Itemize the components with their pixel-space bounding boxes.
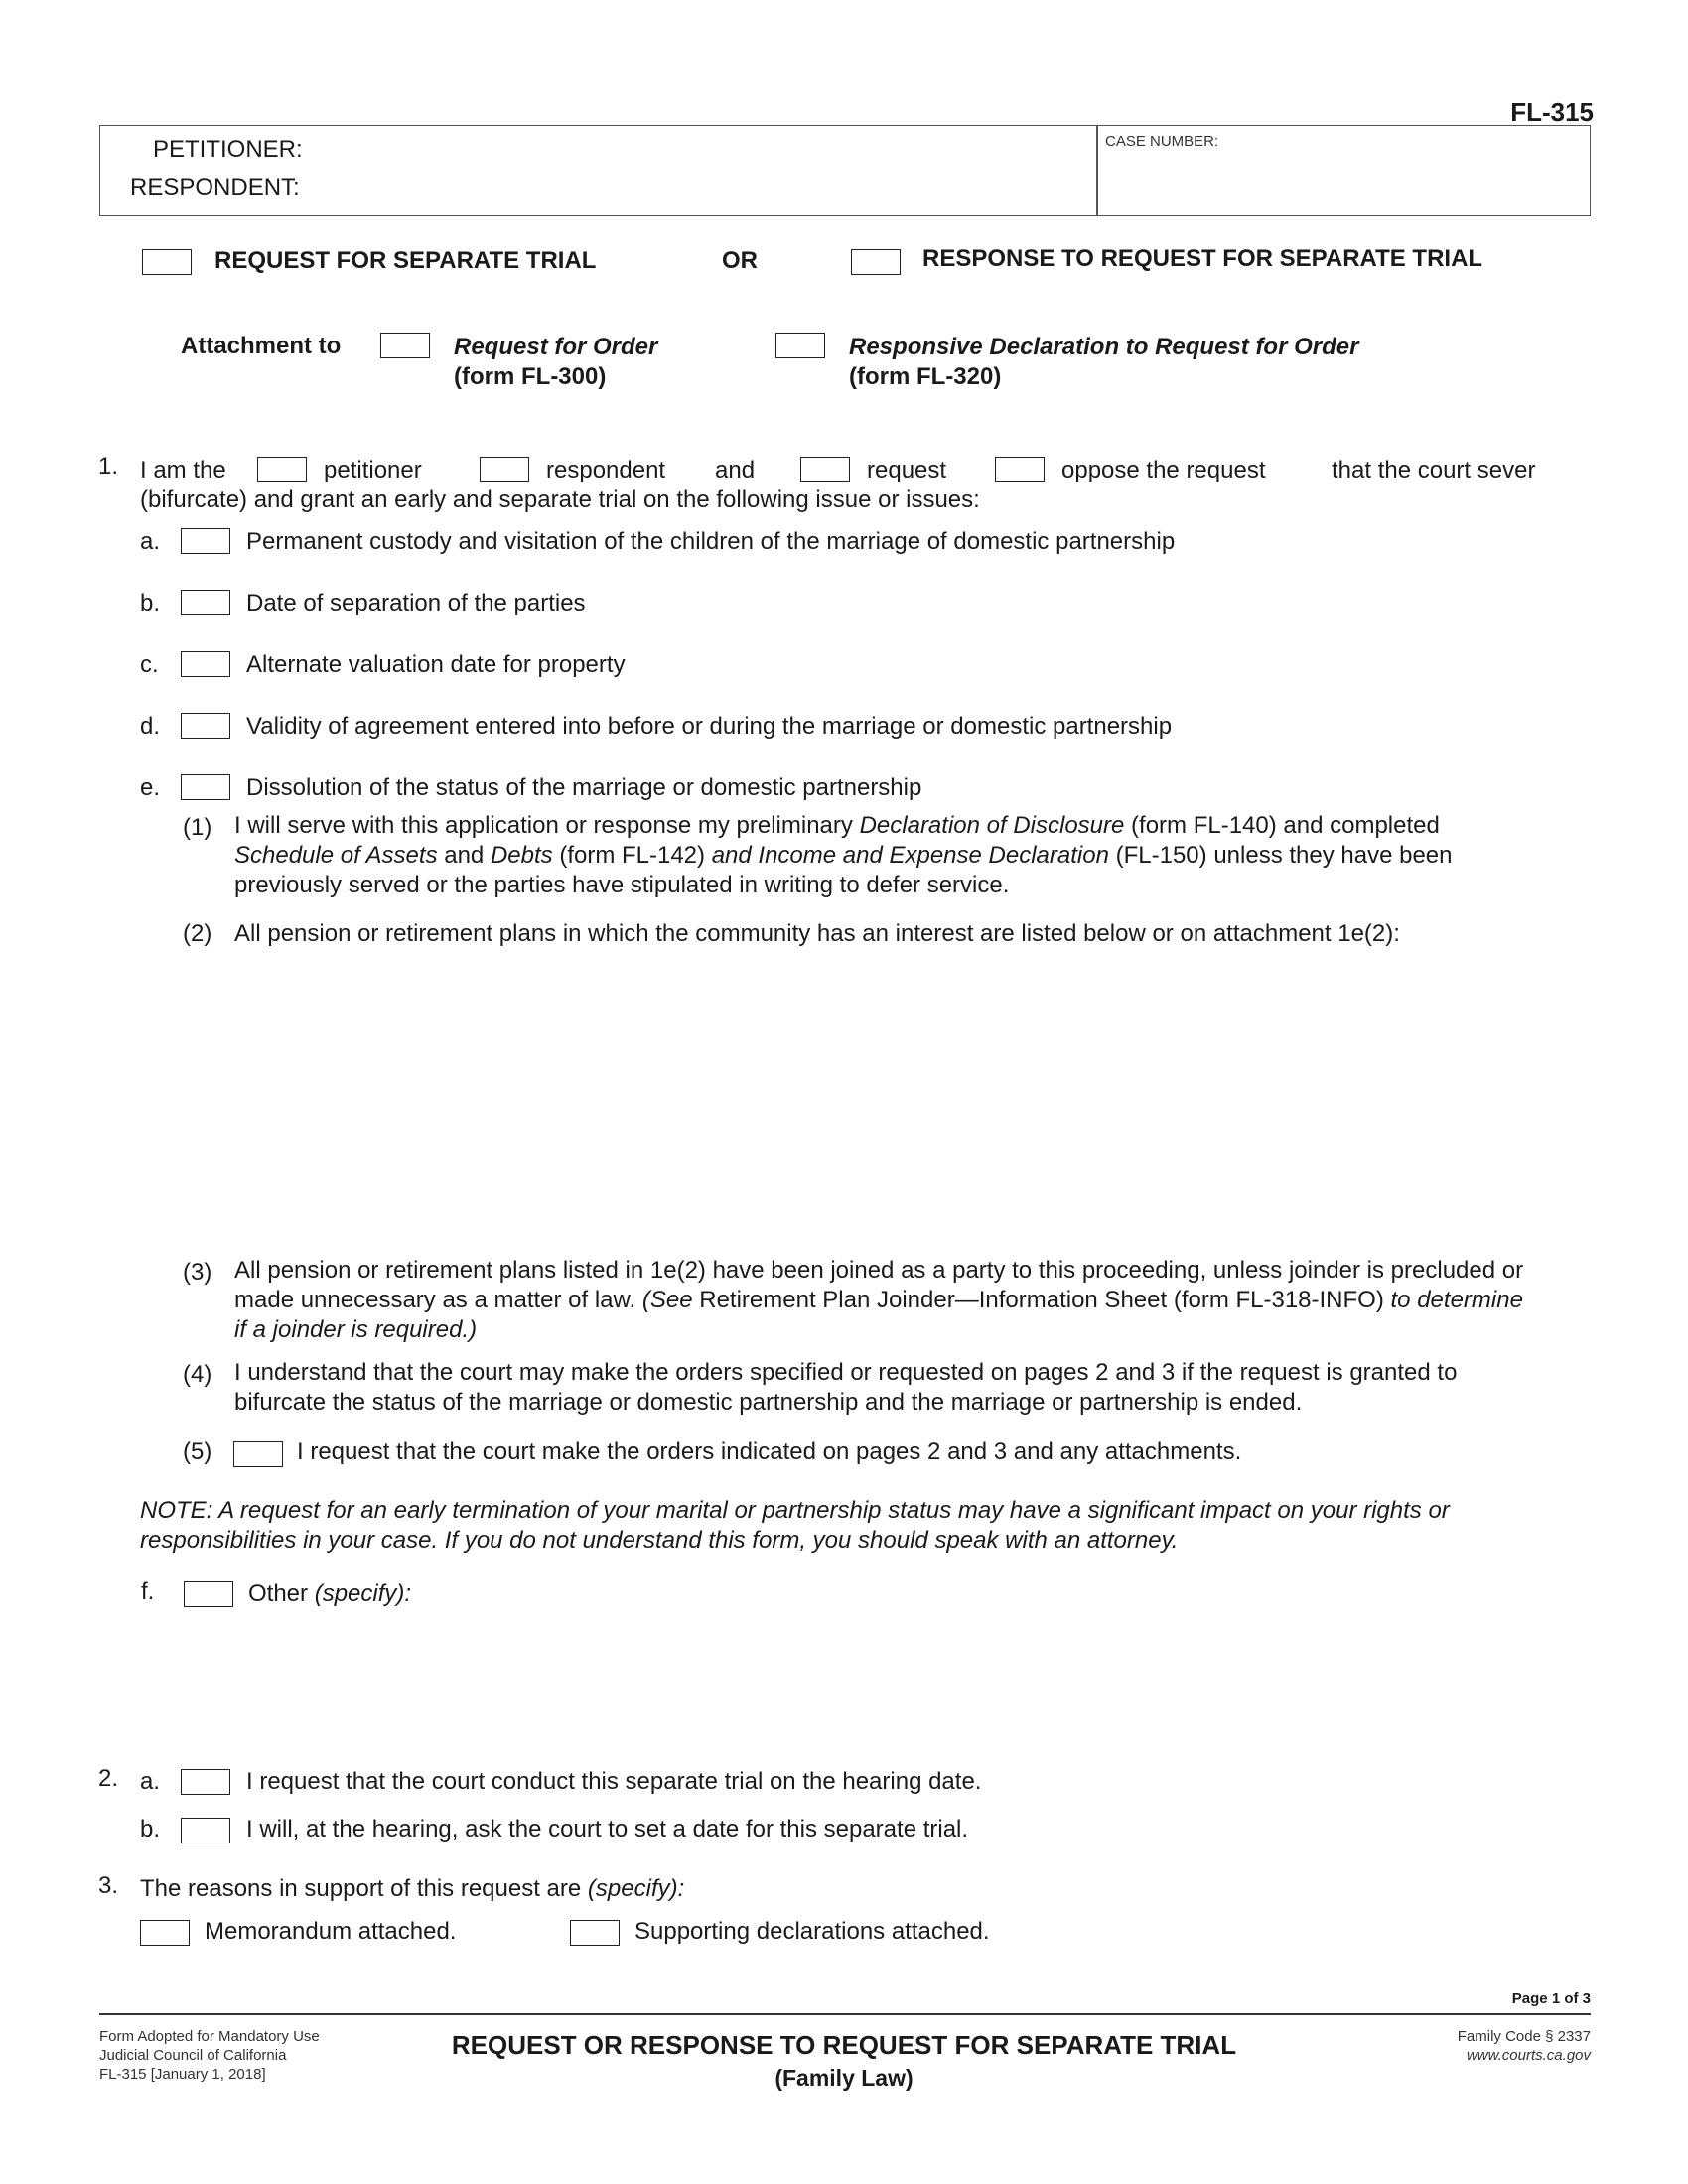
petitioner-label: PETITIONER: <box>153 136 303 163</box>
response-separate-trial-checkbox[interactable] <box>851 249 901 275</box>
item1f-checkbox[interactable] <box>184 1581 233 1607</box>
request-separate-trial-label: REQUEST FOR SEPARATE TRIAL <box>214 247 597 274</box>
item1e2-number: (2) <box>183 920 212 947</box>
attachment-responsive-form: (form FL-320) <box>849 363 1002 390</box>
item1e-checkbox[interactable] <box>181 774 230 800</box>
respondent-option-label: respondent <box>546 457 666 483</box>
item1d-text: Validity of agreement entered into before or during the marriage or domestic partnership <box>246 713 1173 740</box>
item1b-letter: b. <box>140 590 161 616</box>
item1a-checkbox[interactable] <box>181 528 230 554</box>
attachment-responsive-checkbox[interactable] <box>775 333 825 358</box>
item2b-checkbox[interactable] <box>181 1818 230 1843</box>
item1a-letter: a. <box>140 528 161 555</box>
item1d-letter: d. <box>140 713 161 740</box>
memorandum-checkbox[interactable] <box>140 1920 190 1946</box>
item1e3-paragraph: All pension or retirement plans listed in 1e(2) have been joined as a party to this proceeding, unless joinder is precluded or made unnecessary as a matter of law. (See Retirement Plan Joinder—Information Sheet (form FL-318-INFO) to determine if a joinder is required.) <box>234 1257 1524 1343</box>
item2a-checkbox[interactable] <box>181 1769 230 1795</box>
case-number-label: CASE NUMBER: <box>1105 133 1219 150</box>
note-paragraph: NOTE: A request for an early termination of your marital or partnership status may have a significant impact on your rights or responsibilities in your case. If you do not understand this form, you should speak with an attorney. <box>140 1497 1450 1554</box>
petitioner-checkbox[interactable] <box>257 457 307 482</box>
footer-subtitle: (Family Law) <box>774 2065 914 2091</box>
petitioner-option-label: petitioner <box>324 457 422 483</box>
footer-title: REQUEST OR RESPONSE TO REQUEST FOR SEPARATE TRIAL <box>451 2030 1237 2060</box>
item1e5-number: (5) <box>183 1438 212 1465</box>
supporting-declarations-label: Supporting declarations attached. <box>634 1918 990 1945</box>
item1e1-paragraph: I will serve with this application or response my preliminary Declaration of Disclosure (form FL-140) and completed Schedule of Assets and Debts (form FL-142) and Income and Expense Declaration (FL-150) unless they have been previously served or the parties have stipulated in writing to defer service. <box>234 812 1453 898</box>
page-number: Page 1 of 3 <box>1511 1990 1591 2007</box>
item2-number: 2. <box>98 1765 119 1792</box>
item1e5-checkbox[interactable] <box>233 1441 283 1467</box>
respondent-checkbox[interactable] <box>480 457 529 482</box>
item2b-letter: b. <box>140 1816 161 1843</box>
item2a-letter: a. <box>140 1768 161 1795</box>
memorandum-label: Memorandum attached. <box>205 1918 457 1945</box>
item1d-checkbox[interactable] <box>181 713 230 739</box>
item1e5-text: I request that the court make the orders indicated on pages 2 and 3 and any attachments. <box>297 1438 1242 1465</box>
item3-text: The reasons in support of this request are (specify): <box>140 1875 685 1902</box>
oppose-checkbox[interactable] <box>995 457 1045 482</box>
item1e4-number: (4) <box>183 1361 212 1388</box>
item2b-text: I will, at the hearing, ask the court to set a date for this separate trial. <box>246 1816 969 1843</box>
item1e3-number: (3) <box>183 1259 212 1286</box>
request-separate-trial-checkbox[interactable] <box>142 249 192 275</box>
i-am-the-label: I am the <box>140 457 226 483</box>
footer-rule <box>99 2013 1591 2015</box>
item2a-text: I request that the court conduct this separate trial on the hearing date. <box>246 1768 982 1795</box>
request-option-label: request <box>867 457 947 483</box>
respondent-label: RESPONDENT: <box>130 174 300 201</box>
attachment-rfo-title: Request for Order <box>454 334 658 360</box>
item1b-text: Date of separation of the parties <box>246 590 586 616</box>
item1c-text: Alternate valuation date for property <box>246 651 626 678</box>
attachment-to-label: Attachment to <box>181 333 342 359</box>
item1f-letter: f. <box>141 1578 155 1605</box>
item1-line2: (bifurcate) and grant an early and separate trial on the following issue or issues: <box>140 486 980 513</box>
oppose-option-label: oppose the request <box>1061 457 1266 483</box>
item1b-checkbox[interactable] <box>181 590 230 615</box>
item1e2-text: All pension or retirement plans in which the community has an interest are listed below or on attachment 1e(2): <box>234 920 1400 947</box>
or-label: OR <box>722 247 758 274</box>
court-sever-label: that the court sever <box>1332 457 1536 483</box>
caption-divider <box>1096 126 1098 215</box>
item1e-text: Dissolution of the status of the marriage or domestic partnership <box>246 774 922 801</box>
item1e-letter: e. <box>140 774 161 801</box>
response-separate-trial-label: RESPONSE TO REQUEST FOR SEPARATE TRIAL <box>922 245 1483 272</box>
item1e4-paragraph: I understand that the court may make the orders specified or requested on pages 2 and 3 if the request is granted to bifurcate the status of the marriage or domestic partnership and the marriage or partnership is ended. <box>234 1359 1458 1416</box>
item3-number: 3. <box>98 1872 119 1899</box>
courts-website-link[interactable]: www.courts.ca.gov <box>1466 2047 1591 2064</box>
item1f-label: Other (specify): <box>248 1580 412 1607</box>
request-checkbox[interactable] <box>800 457 850 482</box>
attachment-responsive-title: Responsive Declaration to Request for Order <box>849 334 1359 360</box>
item1a-text: Permanent custody and visitation of the children of the marriage of domestic partnership <box>246 528 1176 555</box>
item1e1-number: (1) <box>183 814 212 841</box>
form-number: FL-315 <box>1510 97 1594 127</box>
footer-code: Family Code § 2337 www.courts.ca.gov <box>1457 2028 1591 2064</box>
attachment-rfo-form: (form FL-300) <box>454 363 607 390</box>
and-label: and <box>715 457 756 483</box>
caption-box <box>99 125 1591 216</box>
supporting-declarations-checkbox[interactable] <box>570 1920 620 1946</box>
item1c-checkbox[interactable] <box>181 651 230 677</box>
footer-adopted: Form Adopted for Mandatory Use Judicial Council of California FL-315 [January 1, 2018] <box>99 2028 320 2083</box>
item1c-letter: c. <box>140 651 159 678</box>
attachment-rfo-checkbox[interactable] <box>380 333 430 358</box>
item1-number: 1. <box>98 453 119 479</box>
